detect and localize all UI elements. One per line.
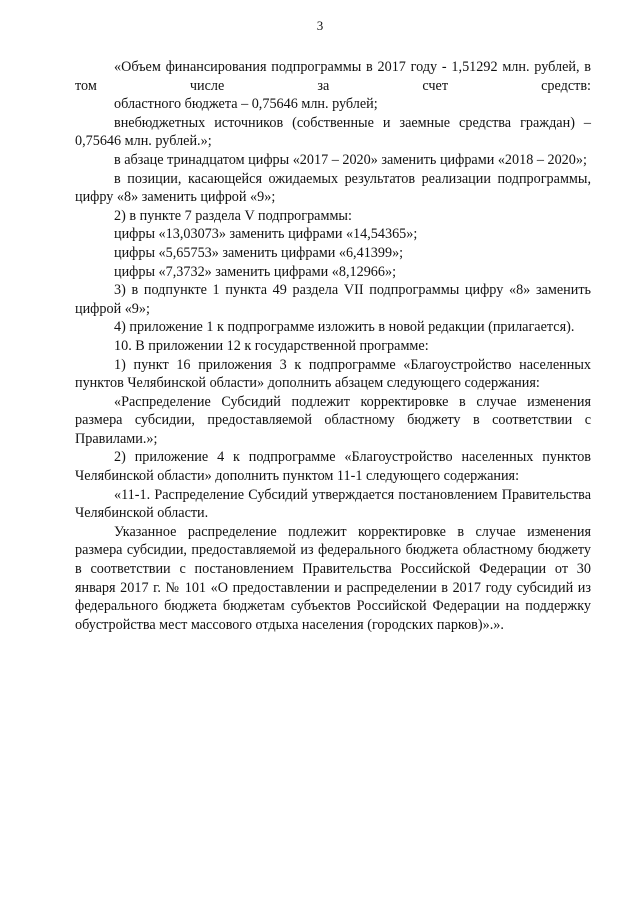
paragraph: «11-1. Распределение Субсидий утверждается постановлением Правительства Челябинской области. xyxy=(75,486,591,522)
paragraph: «Объем финансирования подпрограммы в 2017 году - 1,51292 млн. рублей, в том числе за счет средств: xyxy=(75,59,591,94)
paragraph: цифры «5,65753» заменить цифрами «6,41399»; xyxy=(114,244,404,261)
paragraph: областного бюджета – 0,75646 млн. рублей; xyxy=(114,96,378,113)
paragraph: 10. В приложении 12 к государственной программе: xyxy=(114,337,429,354)
paragraph: внебюджетных источников (собственные и заемные средства граждан) – 0,75646 млн. рублей.»; xyxy=(75,114,591,150)
page-number: 3 xyxy=(316,18,324,33)
paragraph: 3) в подпункте 1 пункта 49 раздела VII подпрограммы цифру «8» заменить цифрой «9»; xyxy=(75,282,591,317)
body-text xyxy=(75,58,591,634)
paragraph: 4) приложение 1 к подпрограмме изложить в новой редакции (прилагается). xyxy=(114,319,575,336)
paragraph: 2) в пункте 7 раздела V подпрограммы: xyxy=(114,207,352,224)
paragraph: цифры «7,3732» заменить цифрами «8,12966»; xyxy=(114,263,397,280)
paragraph: Указанное распределение подлежит корректировке в случае изменения размера субсидии, предоставляемой из федерального бюджета областному бюджету в соответствии с постановлением Правительства Российской Федерации от 30 января 2017 г. № 101 «О предоставлении и распределении в 2017 году субсидий из федерального бюджета бюджетам субъектов Российской Федерации на поддержку обустройства мест массового отдыха населения (городских парков)».». xyxy=(75,523,591,633)
paragraph: 2) приложение 4 к подпрограмме «Благоустройство населенных пунктов Челябинской области» дополнить пунктом 11-1 следующего содержания: xyxy=(75,449,591,485)
paragraph: «Распределение Субсидий подлежит корректировке в случае изменения размера субсидии, предоставляемой областному бюджету в соответствии с Правилами.»; xyxy=(75,393,591,447)
paragraph: цифры «13,03073» заменить цифрами «14,54365»; xyxy=(114,226,418,243)
paragraph: в позиции, касающейся ожидаемых результатов реализации подпрограммы, цифру «8» заменить цифрой «9»; xyxy=(75,170,591,206)
paragraph: 1) пункт 16 приложения 3 к подпрограмме «Благоустройство населенных пунктов Челябинской области» дополнить абзацем следующего содержания: xyxy=(75,356,591,392)
paragraph: в абзаце тринадцатом цифры «2017 – 2020» заменить цифрами «2018 – 2020»; xyxy=(114,151,587,168)
